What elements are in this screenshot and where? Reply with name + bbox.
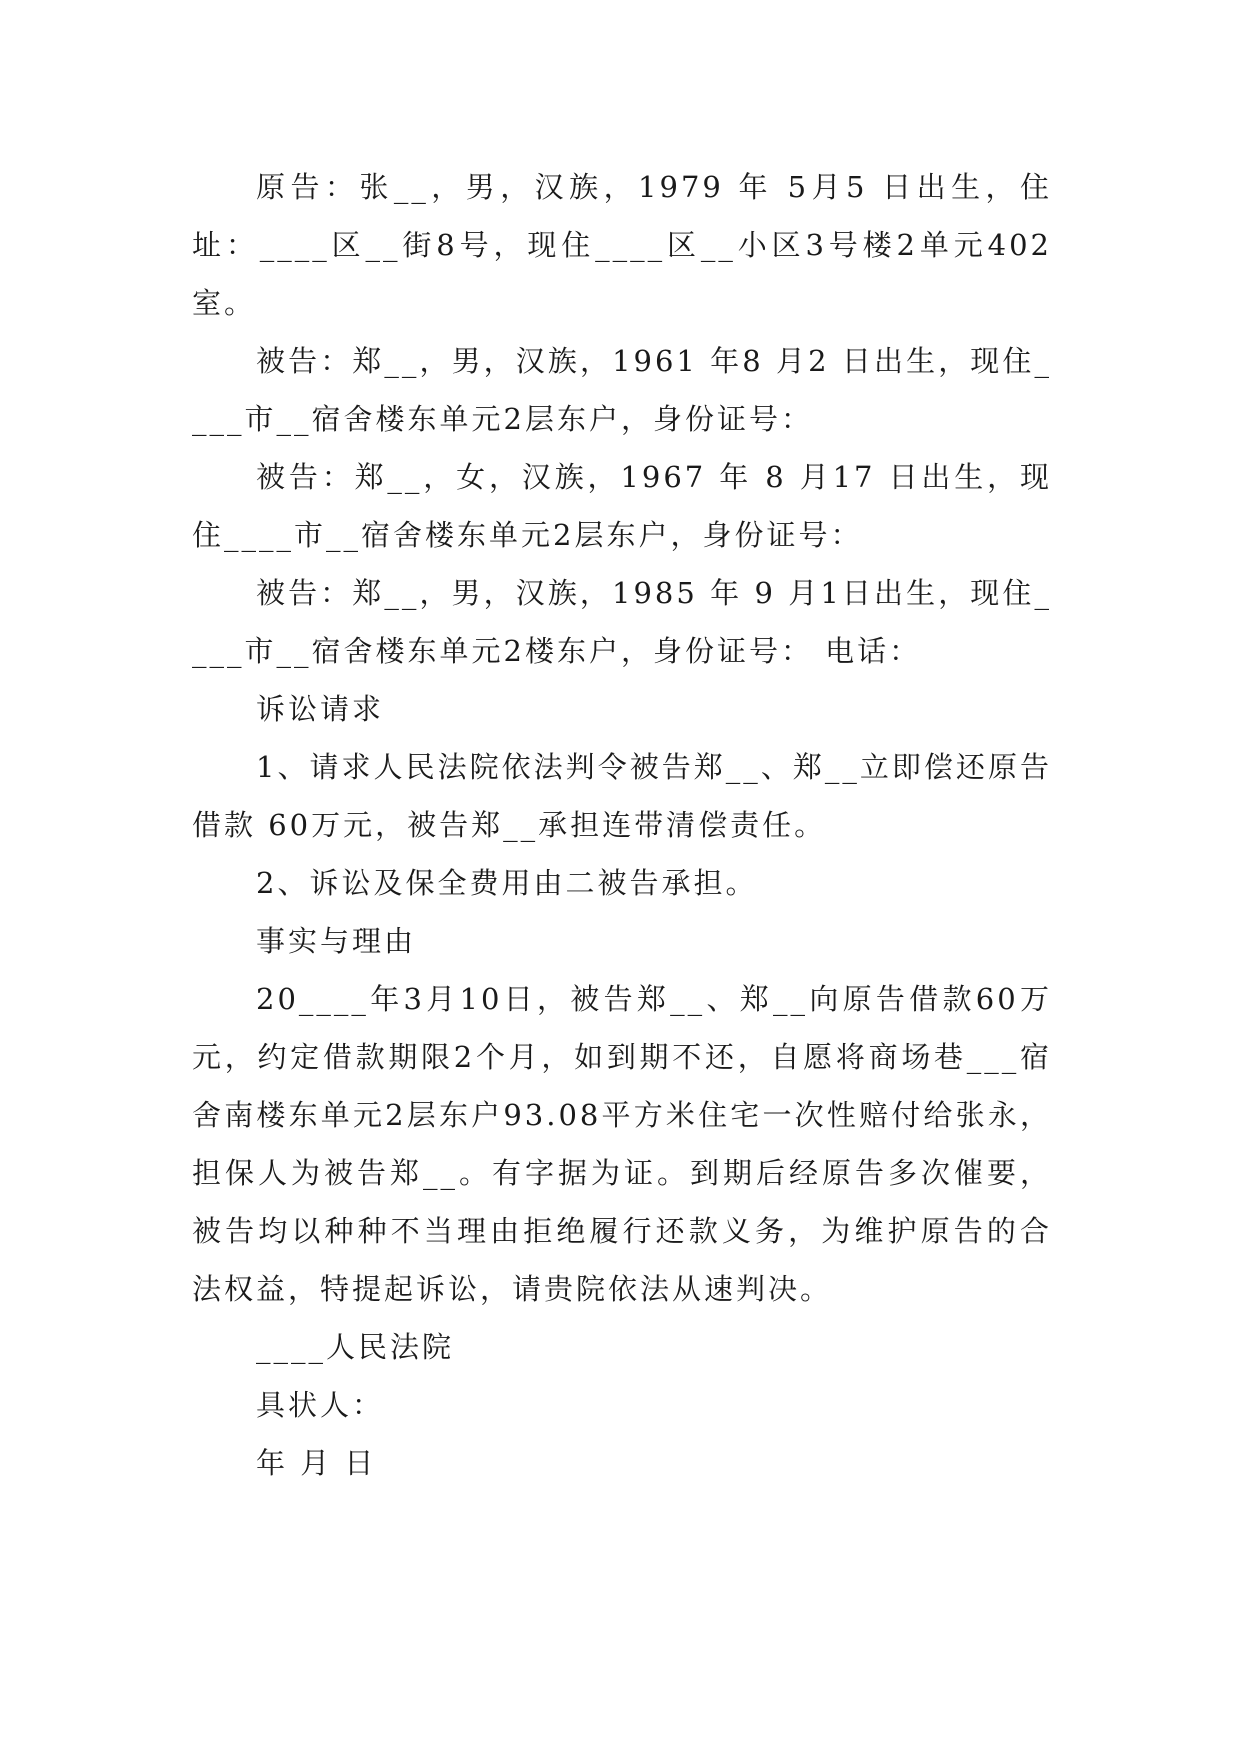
defendant-3-info: 被告：郑__，男，汉族，1985 年 9 月1日出生，现住____市__宿舍楼东单元2楼东户，身份证号： 电话： [192,576,1052,668]
facts-body: 20____年3月10日，被告郑__、郑__向原告借款60万元，约定借款期限2个月，如到期不还，自愿将商场巷___宿舍南楼东单元2层东户93.08平方米住宅一次性赔付给张永，担保人为被告郑__。有字据为证。到期后经原告多次催要，被告均以种种不当理由拒绝履行还款义务，为维护原告的合法权益，特提起诉讼，请贵院依法从速判决。 [192,982,1052,1306]
claim-item-2: 2、诉讼及保全费用由二被告承担。 [256,866,758,900]
defendant-1-info: 被告：郑__，男，汉族，1961 年8 月2 日出生，现住____市__宿舍楼东单元2层东户，身份证号： [192,344,1052,436]
section-heading-facts: 事实与理由 [256,924,417,958]
date-line: 年 月 日 [256,1446,377,1480]
court-name: ____人民法院 [256,1330,455,1364]
claim-item-1: 1、请求人民法院依法判令被告郑__、郑__立即偿还原告借款 60万元，被告郑__承担连带清偿责任。 [192,750,1052,842]
document-page [192,158,1052,1492]
plaintiff-info: 原告：张__，男，汉族，1979 年 5月5 日出生，住址：____区__街8号，现住____区__小区3号楼2单元402室。 [192,170,1052,320]
defendant-2-info: 被告：郑__，女，汉族，1967 年 8 月17 日出生，现住____市__宿舍楼东单元2层东户，身份证号： [192,460,1052,552]
signatory-label: 具状人： [256,1388,385,1422]
section-heading-claims: 诉讼请求 [256,692,385,726]
